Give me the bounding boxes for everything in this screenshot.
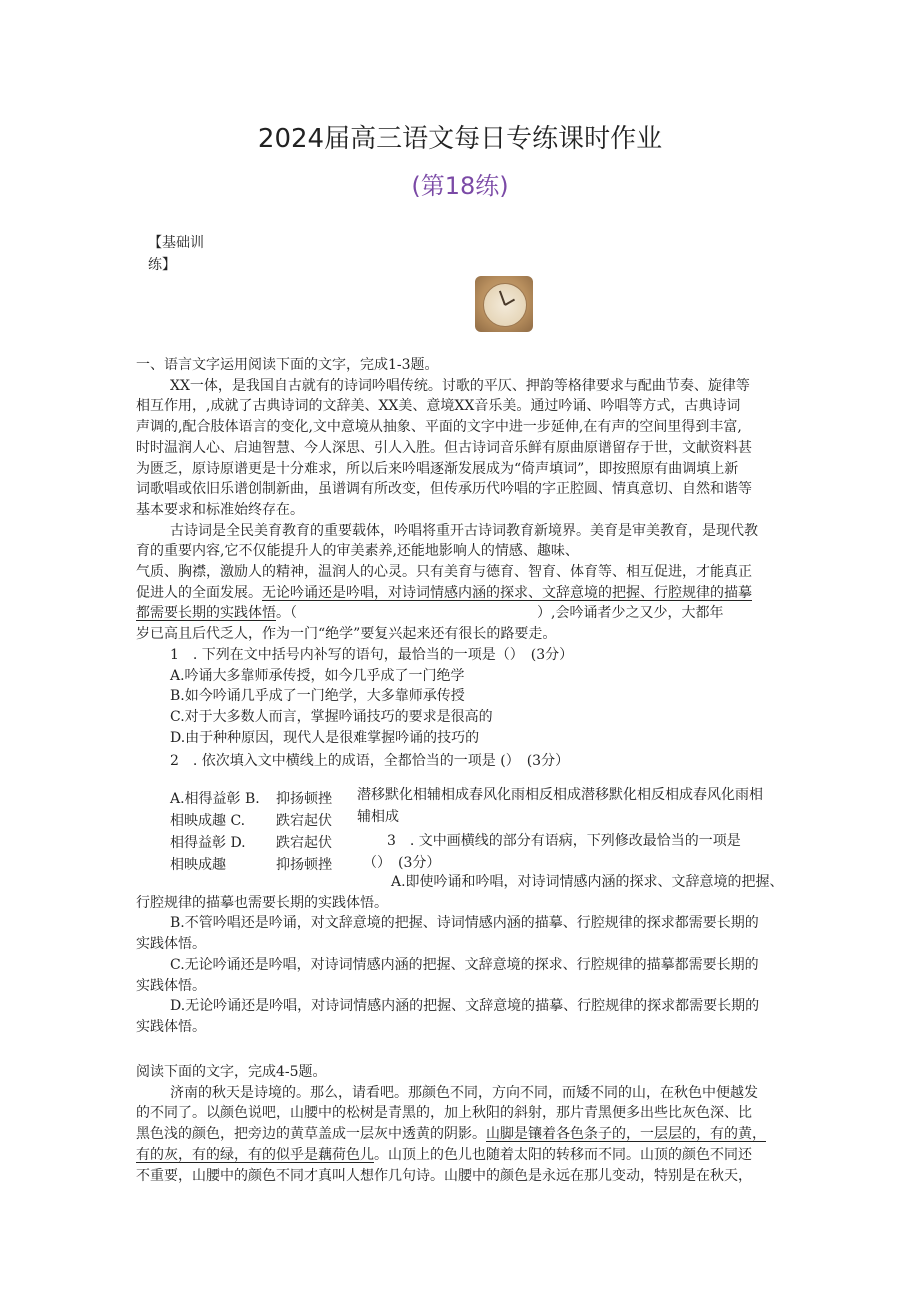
p2-line: 气质、胸襟，激励人的精神，温润人的心灵。只有美育与德育、智育、体育等、相互促进，才能真正 (136, 564, 752, 581)
q3-option: 实践体悟。 (136, 1018, 206, 1035)
q3-option: 行腔规律的描摹也需要长期的实践体悟。 (136, 894, 388, 911)
p2-line: 育的重要内容,它不仅能提升人的审美素养,还能地影响人的情感、趣味、 (136, 543, 579, 560)
p2-line: 古诗词是全民美育教育的重要载体，吟唱将重开古诗词教育新境界。美育是审美教育，是现代教 (170, 522, 758, 539)
p2-line: 都需要长期的实践体悟。（ ）,会吟诵者少之又少，大都年 (136, 605, 724, 622)
q2-stem: 2 . 依次填入文中横线上的成语，全都恰当的一项是 (） (3分） (170, 753, 570, 770)
underlined-sentence: 有的灰，有的绿，有的似乎是藕荷色儿 (136, 1146, 374, 1163)
clock-icon (475, 276, 533, 332)
q1-option: B.如今吟诵几乎成了一门绝学，大多靠师承传授 (170, 688, 465, 705)
part2-line: 济南的秋天是诗境的。那么，请看吧。那颜色不同，方向不同，而矮不同的山，在秋色中便越发 (170, 1084, 758, 1101)
p1-line: 声调的,配合肢体语言的变化,文中意境从抽象、平面的文字中进一步延伸,在有声的空间里得到丰富, (136, 419, 742, 436)
q3-stem: （） (3分） (363, 855, 441, 871)
section-label: 【基础训 练】 (148, 235, 204, 273)
q3-option: C.无论吟诵还是吟唱，对诗词情感内涵的把握、文辞意境的探求、行腔规律的描摹都需要长期的 (170, 956, 759, 973)
p1-line: 基本要求和标准始终存在。 (136, 501, 304, 518)
part2-line: 黑色浅的颜色，把旁边的黄草盖成一层灰中透黄的阴影。山脚是镶着各色条子的，一层层的，有的黄， (136, 1126, 766, 1143)
q3-option: A.即使吟诵和吟唱，对诗词情感内涵的探求、文辞意境的把握、 (391, 874, 784, 890)
part1-text (136, 355, 786, 772)
q3-stem: 3 . 文中画横线的部分有语病，下列修改最恰当的一项是 (387, 833, 741, 849)
part2-line: 有的灰，有的绿，有的似乎是藕荷色儿。山顶上的色儿也随着太阳的转移而不同。山顶的颜色不同还 (136, 1146, 752, 1163)
part2-line: 的不同了。以颜色说吧，山腰中的松树是青黑的，加上秋阳的斜射，那片青黑便多出些比灰色深、比 (136, 1105, 752, 1122)
underlined-sentence: 无论吟诵还是吟唱，对诗词情感内涵的探求、文辞意境的把握、行腔规律的描摹 (262, 584, 752, 601)
part1-intro: 一、语言文字运用阅读下面的文字，完成1-3题。 (136, 357, 439, 373)
part2-text (136, 1062, 786, 1186)
q2-left-col: A.相得益彰 B. 相映成趣 C. 相得益彰 D. 相映成趣 (170, 791, 260, 873)
q1-stem: 1 . 下列在文中括号内补写的语句，最恰当的一项是（） (3分） (170, 646, 574, 663)
q3-option: 实践体悟。 (136, 936, 206, 953)
p1-line: 时时温润人心、启迪智慧、今人深思、引人入胜。但古诗词音乐鲜有原曲原谱留存于世，文献资料甚 (136, 439, 752, 456)
p1-line: 相互作用，,成就了古典诗词的文辞美、XX美、意境XX音乐美。通过吟诵、吟唱等方式，古典诗词 (136, 398, 741, 415)
q3-options (136, 872, 786, 1038)
p1-line: 为匮乏，原诗原谱更是十分难求，所以后来吟唱逐渐发展成为“倚声填词”，即按照原有曲调填上新 (136, 460, 739, 477)
q1-option: D.由于种种原因，现代人是很难掌握吟诵的技巧的 (170, 729, 480, 746)
q1-option: C.对于大多数人而言，掌握吟诵技巧的要求是很高的 (170, 708, 493, 725)
part2-intro: 阅读下面的文字，完成4-5题。 (136, 1064, 327, 1080)
p2-line: 岁已高且后代乏人，作为一门“绝学”要复兴起来还有很长的路要走。 (136, 626, 557, 643)
q3-option: D.无论吟诵还是吟唱，对诗词情感内涵的把握、文辞意境的描摹、行腔规律的探求都需要长期的 (170, 998, 760, 1015)
q2-mid-col: 抑扬顿挫 跌宕起伏 跌宕起伏 抑扬顿挫 (276, 791, 332, 873)
q3-option: B.不管吟唱还是吟诵，对文辞意境的把握、诗词情感内涵的描摹、行腔规律的探求都需要长期的 (170, 915, 759, 932)
p1-line: XX一体，是我国自古就有的诗词吟唱传统。讨歌的平仄、押韵等格律要求与配曲节奏、旋律等 (170, 377, 750, 394)
underlined-sentence: 都需要长期的实践体悟 (136, 605, 276, 622)
page-subtitle: (第18练) (411, 172, 509, 200)
page-title: 2024届高三语文每日专练课时作业 (257, 124, 663, 154)
q1-option: A.吟诵大多靠师承传授，如今几乎成了一门绝学 (170, 667, 465, 684)
p1-line: 词歌唱或依旧乐谱创制新曲，虽谱调有所改变，但传承历代吟唱的字正腔圆、情真意切、自然和谐等 (136, 481, 752, 498)
q3-option: 实践体悟。 (136, 977, 206, 994)
part2-line: 不重要，山腰中的颜色不同才真叫人想作几句诗。山腰中的颜色是永远在那儿变动，特别是在秋天， (136, 1167, 752, 1184)
p2-line: 促进人的全面发展。无论吟诵还是吟唱，对诗词情感内涵的探求、文辞意境的把握、行腔规律的描摹 (136, 584, 752, 601)
underlined-sentence: 山脚是镶着各色条子的，一层层的，有的黄， (486, 1126, 766, 1143)
q2-right-col: 潜移默化相辅相成春风化雨相反相成潜移默化相反相成春风化雨相 辅相成 3 . 文中画横线的部分有语病，下列修改最恰当的一项是 （） (3分） (357, 784, 787, 874)
